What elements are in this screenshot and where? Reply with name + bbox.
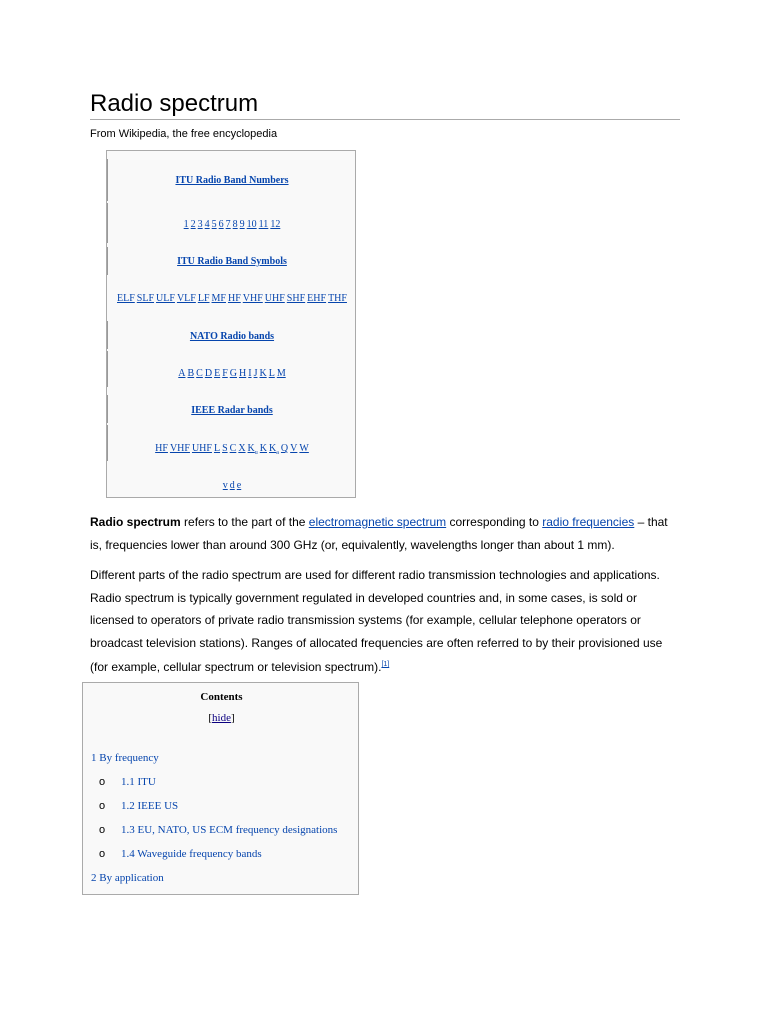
- ieee-band-link[interactable]: S: [222, 443, 228, 454]
- itu-band-symbol-link[interactable]: HF: [227, 293, 241, 304]
- nato-band-link[interactable]: D: [204, 368, 213, 379]
- itu-band-number-link[interactable]: 4: [204, 219, 210, 230]
- itu-band-symbol-link[interactable]: UHF: [264, 293, 285, 304]
- nato-radio-bands-heading-link[interactable]: NATO Radio bands: [189, 331, 275, 342]
- ieee-radar-bands-heading-link[interactable]: IEEE Radar bands: [191, 405, 273, 416]
- itu-band-number-link[interactable]: 3: [197, 219, 203, 230]
- itu-band-number-link[interactable]: 5: [211, 219, 217, 230]
- itu-band-symbol-link[interactable]: THF: [328, 293, 347, 304]
- ieee-band-link[interactable]: L: [213, 443, 221, 454]
- nato-band-link[interactable]: E: [214, 368, 221, 379]
- nato-band-link[interactable]: J: [253, 368, 258, 379]
- toc-item-link[interactable]: 2 By application: [91, 872, 164, 884]
- toc-bullet: o: [99, 824, 106, 836]
- itu-band-symbol-link[interactable]: VHF: [242, 293, 263, 304]
- intro-paragraph: [90, 511, 670, 556]
- nato-band-link[interactable]: K: [259, 368, 267, 379]
- itu-band-number-link[interactable]: 12: [270, 219, 281, 230]
- nato-band-link[interactable]: L: [268, 368, 275, 379]
- toc-item-link[interactable]: 1.4 Waveguide frequency bands: [121, 848, 262, 860]
- ieee-band-link[interactable]: $K_u$: [247, 443, 258, 456]
- itu-band-symbols-heading-link[interactable]: ITU Radio Band Symbols: [177, 256, 287, 267]
- tagline: From Wikipedia, the free encyclopedia: [90, 128, 278, 140]
- ieee-band-link[interactable]: VHF: [169, 443, 190, 454]
- itu-band-numbers-list: [107, 219, 357, 230]
- ieee-band-link[interactable]: HF: [155, 443, 168, 454]
- itu-band-number-link[interactable]: 8: [232, 219, 238, 230]
- itu-band-number-link[interactable]: 11: [258, 219, 269, 230]
- itu-band-symbol-link[interactable]: LF: [197, 293, 210, 304]
- ieee-band-link[interactable]: V: [290, 443, 298, 454]
- page-title: Radio spectrum: [90, 90, 680, 120]
- radio-bands-navbox: [106, 150, 356, 498]
- nato-band-link[interactable]: F: [222, 368, 228, 379]
- navbox-vde-link[interactable]: d: [229, 480, 235, 491]
- itu-band-symbol-link[interactable]: EHF: [307, 293, 327, 304]
- itu-band-numbers-heading-link[interactable]: ITU Radio Band Numbers: [175, 175, 289, 186]
- toc-bullet: o: [99, 800, 106, 812]
- toc-bullet: o: [99, 776, 106, 788]
- navbox-vde-link[interactable]: e: [236, 480, 242, 491]
- toc-bullet: o: [99, 848, 106, 860]
- ieee-band-link[interactable]: $K_a$: [269, 443, 279, 456]
- itu-band-number-link[interactable]: 9: [239, 219, 245, 230]
- electromagnetic-spectrum-link[interactable]: electromagnetic spectrum: [308, 515, 447, 529]
- itu-band-symbols-list: [107, 293, 357, 304]
- usage-paragraph: [90, 564, 670, 679]
- itu-band-number-link[interactable]: 1: [183, 219, 189, 230]
- itu-band-number-link[interactable]: 7: [225, 219, 231, 230]
- table-of-contents: [82, 682, 359, 895]
- ieee-band-link[interactable]: X: [238, 443, 246, 454]
- itu-band-symbol-link[interactable]: ULF: [156, 293, 175, 304]
- bracket: [: [208, 712, 213, 724]
- bold-term: Radio spectrum: [90, 515, 181, 529]
- ieee-band-link[interactable]: K: [259, 443, 268, 454]
- itu-band-number-link[interactable]: 10: [246, 219, 257, 230]
- toc-item-link[interactable]: 1.2 IEEE US: [121, 800, 179, 812]
- toc-item-link[interactable]: 1 By frequency: [91, 752, 159, 764]
- toc-item-link[interactable]: 1.1 ITU: [121, 776, 156, 788]
- nato-band-link[interactable]: M: [276, 368, 286, 379]
- itu-band-symbol-link[interactable]: SLF: [136, 293, 155, 304]
- itu-band-symbol-link[interactable]: ELF: [117, 293, 135, 304]
- itu-band-symbol-link[interactable]: SHF: [286, 293, 306, 304]
- nato-band-link[interactable]: A: [178, 368, 186, 379]
- toc-title: Contents: [200, 691, 243, 703]
- toc-hide-toggle: [83, 712, 360, 724]
- nato-band-link[interactable]: H: [238, 368, 247, 379]
- radio-frequencies-link[interactable]: radio frequencies: [542, 515, 635, 529]
- usage-text: Different parts of the radio spectrum are used for different radio transmission technologies and applications. Radio spectrum is typically government regulated in developed countries and, in some cases, is sold or licensed to operators of private radio transmission systems (for example, cellular telephone operators or broadcast television stations). Ranges of allocated frequencies are often referred to by their provisioned use (for example, cellular spectrum or television spectrum).: [90, 568, 663, 675]
- nato-band-link[interactable]: B: [187, 368, 195, 379]
- itu-band-symbol-link[interactable]: VLF: [176, 293, 196, 304]
- nato-band-link[interactable]: G: [229, 368, 237, 379]
- intro-text: corresponding to: [446, 515, 543, 529]
- itu-band-number-link[interactable]: 6: [218, 219, 224, 230]
- toc-item-link[interactable]: 1.3 EU, NATO, US ECM frequency designations: [121, 824, 338, 836]
- ieee-band-link[interactable]: W: [299, 443, 309, 454]
- intro-text: refers to the part of the: [180, 515, 309, 529]
- view-discuss-edit-links: [107, 480, 357, 491]
- ieee-band-link[interactable]: UHF: [191, 443, 212, 454]
- itu-band-symbol-link[interactable]: MF: [211, 293, 226, 304]
- itu-band-number-link[interactable]: 2: [190, 219, 196, 230]
- nato-bands-list: [107, 368, 357, 379]
- toc-hide-link[interactable]: hide: [212, 712, 231, 724]
- ieee-band-link[interactable]: Q: [280, 443, 289, 454]
- nato-band-link[interactable]: C: [196, 368, 203, 379]
- bracket: ]: [230, 712, 235, 724]
- reference-link[interactable]: [1]: [381, 661, 390, 669]
- intro-text: – that is, frequencies lower than around 300 GHz (or, equivalently, wavelengths longer than about 1 mm).: [90, 515, 668, 552]
- ieee-bands-list: [107, 443, 357, 456]
- ieee-band-link[interactable]: C: [229, 443, 237, 454]
- navbox-vde-link[interactable]: v: [222, 480, 228, 491]
- nato-band-link[interactable]: I: [248, 368, 252, 379]
